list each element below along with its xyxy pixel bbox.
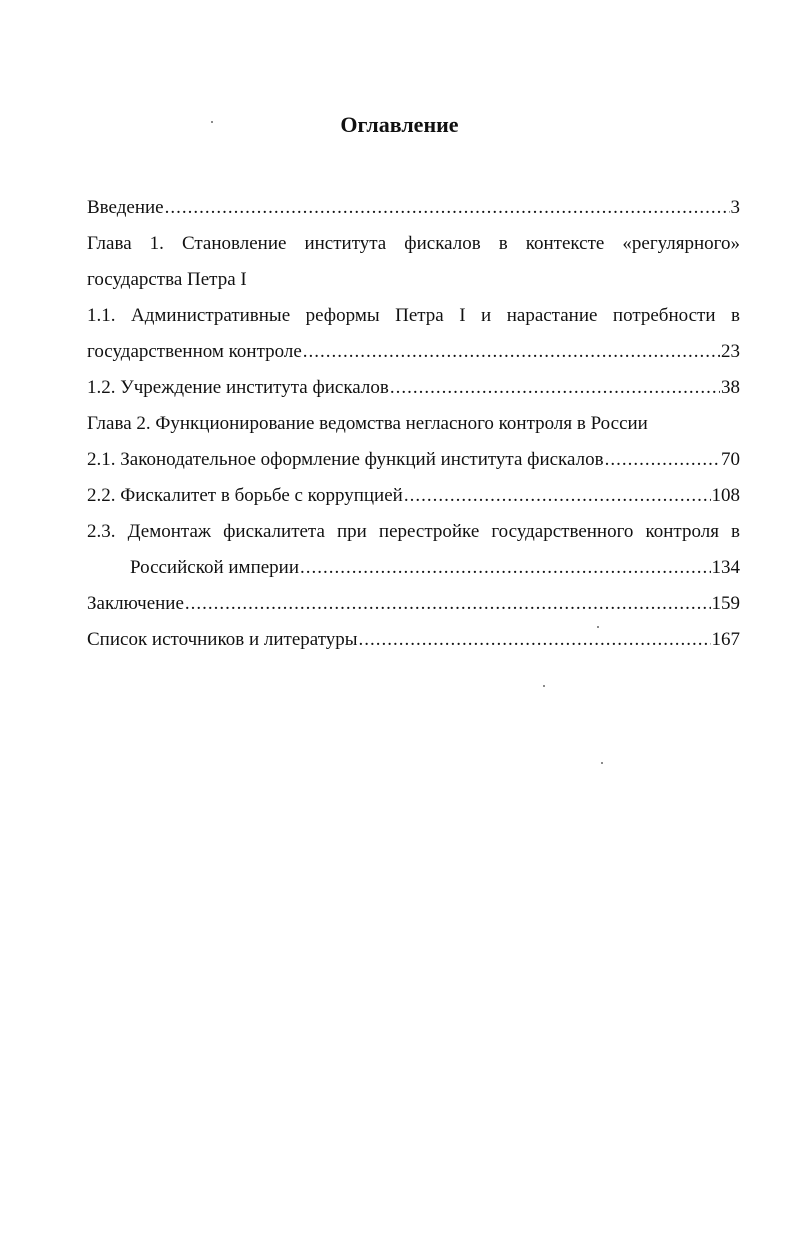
toc-page-number: 38: [721, 377, 740, 398]
toc-entry-chapter-1: Глава 1. Становление института фискалов в контексте «регулярного»: [87, 233, 740, 254]
toc-entry-label: 1.2. Учреждение института фискалов: [87, 377, 389, 398]
toc-entry-chapter-2: Глава 2. Функционирование ведомства негласного контроля в России: [87, 413, 648, 434]
toc-leader-dots: [605, 442, 720, 478]
toc-entry-chapter-1-continued: государства Петра I: [87, 269, 247, 290]
toc-entry-section-2-1: [87, 442, 740, 478]
toc-entry-label: 2.2. Фискалитет в борьбе с коррупцией: [87, 485, 403, 506]
toc-page-number: 70: [721, 449, 740, 470]
toc-entry-label: Российской империи: [130, 557, 300, 578]
toc-page-number: 167: [711, 629, 740, 650]
toc-leader-dots: [165, 190, 730, 226]
toc-entry-label: государственном контроле: [87, 341, 302, 362]
toc-entry-label: Введение: [87, 197, 164, 218]
toc-entry-section-1-1: 1.1. Административные реформы Петра I и нарастание потребности в: [87, 305, 740, 326]
toc-entry-intro: [87, 190, 740, 226]
page-title: Оглавление: [340, 112, 459, 137]
toc-leader-dots: [300, 550, 710, 586]
toc-page-number: 134: [711, 557, 740, 578]
toc-entry-sources: [87, 622, 740, 658]
toc-leader-dots: [390, 370, 720, 406]
toc-entry-section-1-1-continued: [87, 334, 740, 370]
scan-speck: [597, 626, 599, 628]
toc-page-number: 108: [711, 485, 740, 506]
toc-leader-dots: [359, 622, 711, 658]
toc-entry-label: 2.1. Законодательное оформление функций института фискалов: [87, 449, 604, 470]
toc-entry-conclusion: [87, 586, 740, 622]
toc-page-number: 3: [730, 197, 740, 218]
toc-page-number: 23: [721, 341, 740, 362]
toc-entry-label: Список источников и литературы: [87, 629, 358, 650]
toc-leader-dots: [185, 586, 711, 622]
toc-entry-section-1-2: [87, 370, 740, 406]
toc-leader-dots: [303, 334, 720, 370]
toc-leader-dots: [404, 478, 711, 514]
scan-speck: [543, 685, 545, 687]
toc-entry-section-2-2: [87, 478, 740, 514]
toc-entry-label: Заключение: [87, 593, 184, 614]
scan-speck: [211, 121, 213, 123]
toc-entry-section-2-3: 2.3. Демонтаж фискалитета при перестройке государственного контроля в: [87, 521, 740, 542]
scan-speck: [601, 762, 603, 764]
toc-page-number: 159: [711, 593, 740, 614]
toc-entry-section-2-3-continued: [87, 550, 740, 586]
table-of-contents: [87, 190, 740, 658]
